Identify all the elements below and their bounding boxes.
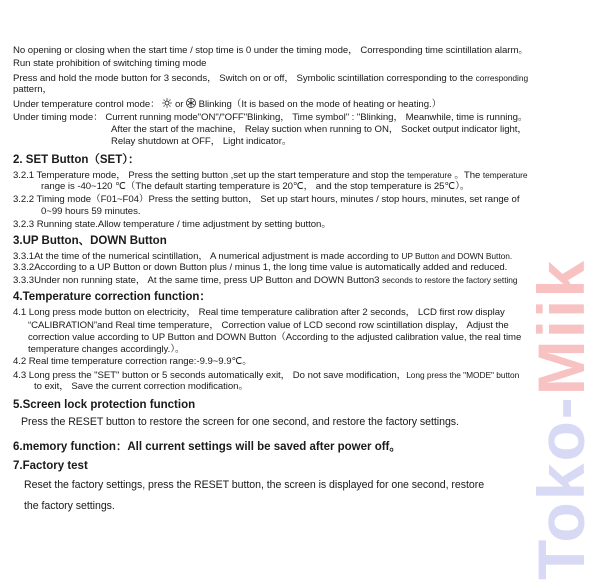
section-3-heading: 3.UP Button、DOWN Button bbox=[13, 235, 167, 247]
s2-line-3: 3.2.2 Timing mode（F01~F04）Press the setting button， Set up start hours, minutes / stop hours, minutes, set range of bbox=[13, 194, 520, 205]
s4-line-2: “CALIBRATION”and Real time temperature， Correction value of LCD second row scintillation display， Adjust the bbox=[28, 320, 509, 331]
s4-line-5: 4.2 Real time temperature correction range:-9.9~9.9℃。 bbox=[13, 356, 252, 367]
section-4-heading: 4.Temperature correction function： bbox=[13, 291, 211, 303]
intro-line-2: Run state prohibition of switching timing mode bbox=[13, 58, 207, 69]
intro-line-3-small: corresponding bbox=[475, 73, 529, 83]
s3-line-1-small: UP Button and DOWN Button. bbox=[401, 251, 513, 261]
s3-line-2: 3.3.2According to a UP Button or down Button plus / minus 1, the long time value is automatically added and reduced. bbox=[13, 262, 508, 273]
intro-line-7: After the start of the machine， Relay suction when running to ON， Socket output indicator light， bbox=[111, 124, 527, 135]
temp-mode-label: Under temperature control mode： bbox=[13, 99, 160, 110]
intro-line-4: pattern， bbox=[13, 84, 53, 95]
s2-line-1-temp: temperature bbox=[407, 170, 452, 180]
s7-line-1: Reset the factory settings, press the RESET button, the screen is displayed for one second, restore bbox=[24, 479, 485, 491]
s3-line-1-text: 3.3.1At the time of the numerical scintillation， A numerical adjustment is made according to bbox=[13, 251, 402, 262]
s3-line-3 bbox=[13, 274, 518, 287]
s4-line-6-small: Long press the "MODE" button bbox=[406, 370, 520, 380]
s4-line-3: correction value according to UP Button and DOWN Button（According to the adjusted calibration value, the real time bbox=[28, 332, 522, 343]
s4-line-7: to exit， Save the current correction modification。 bbox=[34, 381, 248, 392]
s4-line-6-text: 4.3 Long press the "SET" button or 5 seconds automatically exit， Do not save modification， bbox=[13, 370, 407, 381]
section-7-heading: 7.Factory test bbox=[13, 460, 88, 472]
s3-line-3-text: 3.3.3Under non running state， At the same time, press UP Button and DOWN Button3 bbox=[13, 275, 383, 286]
s2-line-2: range is -40~120 ℃（The default starting temperature is 20℃， and the stop temperature is 25℃）。 bbox=[41, 181, 470, 192]
section-2-heading: 2. SET Button（SET）： bbox=[13, 154, 140, 166]
s2-line-4: 0~99 hours 59 minutes. bbox=[41, 206, 141, 217]
intro-line-1: No opening or closing when the start time / stop time is 0 under the timing mode， Corresponding time scintillation alarm。 bbox=[13, 45, 528, 56]
section-6-heading: 6.memory function：All current settings will be saved after power off。 bbox=[13, 441, 401, 453]
s4-line-4: temperature changes accordingly.）。 bbox=[28, 344, 185, 355]
s5-line-1: Press the RESET button to restore the screen for one second, and restore the factory settings. bbox=[21, 416, 459, 428]
snowflake-icon bbox=[186, 98, 196, 108]
s4-line-1: 4.1 Long press mode button on electricity， Real time temperature calibration after 2 seconds， LCD first row display bbox=[13, 307, 505, 318]
s2-line-1-mid: 。The bbox=[451, 170, 483, 181]
s2-line-5: 3.2.3 Running state.Allow temperature / time adjustment by setting button。 bbox=[13, 219, 331, 230]
or-text: or bbox=[172, 99, 186, 110]
watermark-part-a: Toko- bbox=[524, 395, 598, 580]
intro-line-8: Relay shutdown at OFF， Light indicator。 bbox=[111, 136, 292, 147]
blinking-text: Blinking（It is based on the mode of heating or heating.） bbox=[196, 99, 442, 110]
intro-line-5 bbox=[13, 98, 441, 111]
s7-line-2: the factory settings. bbox=[24, 500, 115, 512]
intro-line-3 bbox=[13, 72, 528, 85]
sun-icon bbox=[162, 98, 172, 108]
s3-line-3-small: seconds to restore the factory setting bbox=[382, 275, 518, 285]
section-5-heading: 5.Screen lock protection function bbox=[13, 399, 196, 411]
s2-line-1-temp2: temperature bbox=[482, 170, 528, 180]
intro-line-6: Under timing mode： Current running mode"ON"/"OFF"Blinking， Time symbol" : "Blinking， Meanwhile, time is running。 bbox=[13, 112, 528, 123]
watermark-part-b: Miik bbox=[524, 258, 598, 396]
s2-line-1-text: 3.2.1 Temperature mode， Press the setting button ,set up the start temperature and stop the bbox=[13, 170, 408, 181]
intro-line-3-text: Press and hold the mode button for 3 seconds， Switch on or off， Symbolic scintillation corresponding to the bbox=[13, 73, 476, 84]
watermark bbox=[518, 150, 598, 580]
watermark-text bbox=[526, 150, 596, 580]
